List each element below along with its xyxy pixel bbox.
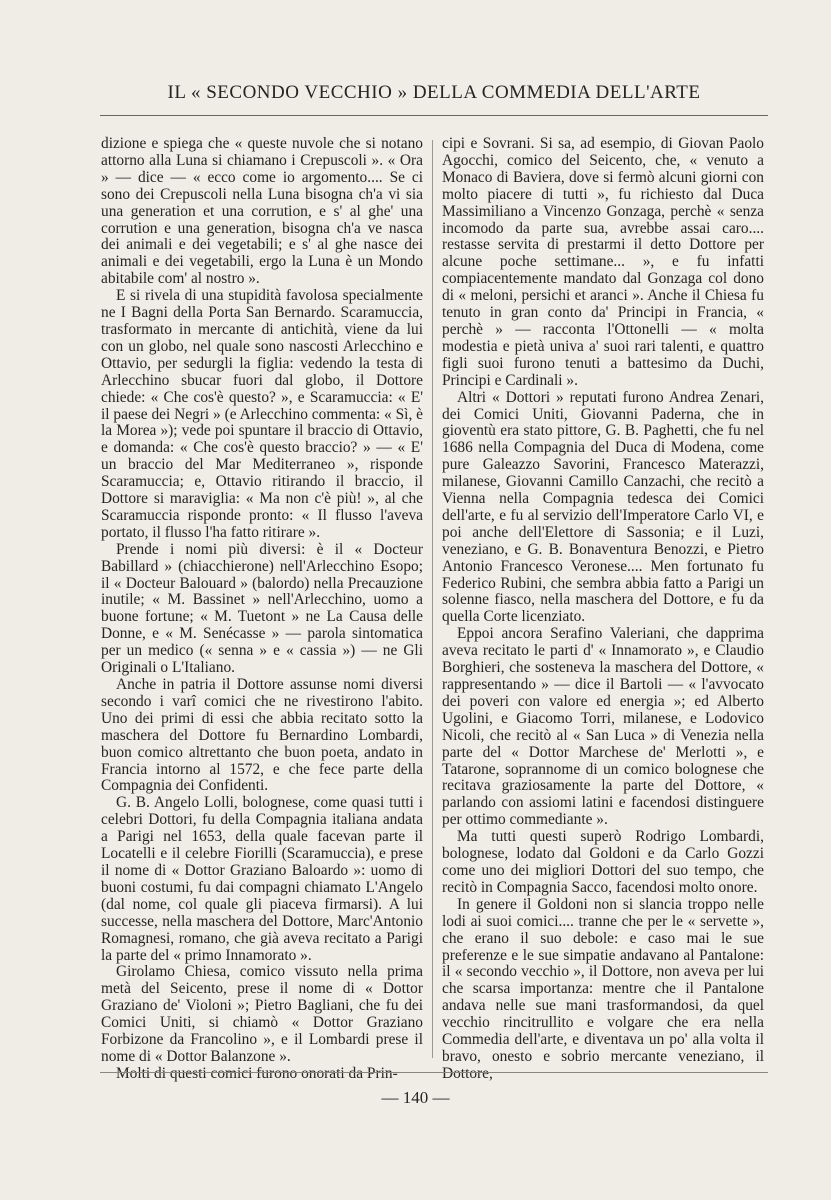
paragraph: Anche in patria il Dottore assunse nomi diversi secondo i varî comici che ne rivestirono l'abito. Uno dei primi di essi che abbia recitato sotto la maschera del Dottore fu Bernardino Lombardi, buon comico altrettanto che buon poeta, andato in Francia intorno al 1572, e che fece parte della Compagnia dei Confidenti.	[101, 676, 423, 795]
right-column	[442, 136, 764, 1083]
paragraph: Eppoi ancora Serafino Valeriani, che dapprima aveva recitato le parti d' « Innamorato », e Claudio Borghieri, che sosteneva la maschera del Dottore, « rappresentando » — dice il Bartoli — « l'avvocato dei poveri con valore ed energia »; ed Alberto Ugolini, e Giacomo Torri, milanese, e Lodovico Nicoli, che recitò al « San Luca » di Venezia nella parte del « Dottor Marchese de' Merlotti », e Tatarone, soprannome di un comico bolognese che recitava graziosamente la parte del Dottore, « parlando con assiomi latini e facendosi distinguere per ottimo commediante ».	[442, 625, 764, 829]
paragraph: E si rivela di una stupidità favolosa specialmente ne I Bagni della Porta San Bernardo. Scaramuccia, trasformato in mercante di antichità, viene da lui con un globo, nel quale sono nascosti Arlecchino e Ottavio, per sedurgli la figlia: vedendo la testa di Arlecchino sbucar fuori dal globo, il Dottore chiede: « Che cos'è questo? », e Scaramuccia: « E' il paese dei Negri » (e Arlecchino commenta: « Sì, è la Morea »); vede poi spuntare il braccio di Ottavio, e domanda: « Che cos'è questo braccio? » — « E' un braccio del Mar Mediterraneo », risponde Scaramuccia; e, Ottavio ritirando il braccio, il Dottore si maraviglia: « Ma non c'è più! », al che Scaramuccia risponde pronto: « Il flusso l'aveva portato, il flusso l'ha fatto ritirare ».	[101, 287, 423, 541]
column-divider	[432, 140, 433, 1058]
paragraph: G. B. Angelo Lolli, bolognese, come quasi tutti i celebri Dottori, fu della Compagnia italiana andata a Parigi nel 1653, della quale facevan parte il Locatelli e il celebre Fiorilli (Scaramuccia), e prese il nome di « Dottor Graziano Baloardo »: uomo di buoni costumi, fu dai compagni chiamato L'Angelo (dal nome, col quale gli piaceva firmarsi). A lui successe, nella maschera del Dottore, Marc'Antonio Romagnesi, romano, che già aveva recitato a Parigi la parte del « primo Innamorato ».	[101, 794, 423, 964]
left-column	[101, 136, 423, 1083]
paragraph: Girolamo Chiesa, comico vissuto nella prima metà del Seicento, prese il nome di « Dottor Graziano de' Violoni »; Pietro Bagliani, che fu dei Comici Uniti, si chiamò « Dottor Graziano Forbizone da Francolino », e il Lombardi prese il nome di « Dottor Balanzone ».	[101, 963, 423, 1065]
page-number: — 140 —	[381, 1088, 450, 1107]
running-header: IL « SECONDO VECCHIO » DELLA COMMEDIA DELL'ARTE	[167, 82, 701, 103]
footer-rule	[100, 1072, 768, 1073]
paragraph: Ma tutti questi superò Rodrigo Lombardi, bolognese, lodato dal Goldoni e da Carlo Gozzi come uno dei migliori Dottori del suo tempo, che recitò in Compagnia Sacco, facendosi molto onore.	[442, 828, 764, 896]
paragraph: cipi e Sovrani. Si sa, ad esempio, di Giovan Paolo Agocchi, comico del Seicento, che, « venuto a Monaco di Baviera, dove si fermò alcuni giorni con molto piacere di tutti », fu richiesto dal Duca Massimiliano a Vincenzo Gonzaga, perchè « senza incomodo da parte sua, avrebbe assai caro.... restasse servita di prestarmi il detto Dottore per alcune poche settimane... », e fu infatti compiacentemente mandato dal Gonzaga col dono di « meloni, persichi et aranci ». Anche il Chiesa fu tenuto in gran conto da' Principi in Francia, « perchè » — racconta l'Ottonelli — « molta modestia e pietà univa a' suoi rari talenti, e quattro figli suoi furono tenuti a battesimo da Duchi, Principi e Cardinali ».	[442, 135, 764, 389]
paragraph: Altri « Dottori » reputati furono Andrea Zenari, dei Comici Uniti, Giovanni Paderna, che in gioventù era stato pittore, G. B. Paghetti, che fu nel 1686 nella Compagnia del Duca di Modena, come pure Galeazzo Savorini, Francesco Materazzi, milanese, Giovanni Camillo Canzachi, che recitò a Vienna nella Compagnia tedesca dei Comici dell'arte, e fu al servizio dell'Imperatore Carlo VI, e poi anche dell'Elettore di Sassonia; e il Luzi, veneziano, e G. B. Bonaventura Benozzi, e Pietro Antonio Francesco Veronese.... Men fortunato fu Federico Rubini, che sembra abbia fatto a Parigi un solenne fiasco, nella maschera del Dottore, e fu da quella Corte licenziato.	[442, 388, 764, 626]
paragraph: In genere il Goldoni non si slancia troppo nelle lodi ai suoi comici.... tranne che per le « servette », che erano il suo debole: e caso mai le sue preferenze e le sue simpatie andavano al Pantalone: il « secondo vecchio », il Dottore, non aveva per lui che scarsa importanza: mentre che il Pantalone andava nelle sue mani trasformandosi, da quel vecchio rincitrullito e volgare che era nella Commedia dell'arte, e diventava un po' alla volta il bravo, onesto e sobrio mercante veneziano, il Dottore,	[442, 895, 764, 1082]
paragraph: Molti di questi comici furono onorati da Prin-	[116, 1064, 398, 1082]
paragraph: Prende i nomi più diversi: è il « Docteur Babillard » (chiacchierone) nell'Arlecchino Esopo; il « Docteur Balouard » (balordo) nella Precauzione inutile; « M. Bassinet » nell'Arlecchino, uomo a buone fortune; « M. Tuetont » ne La Causa delle Donne, e « M. Senécasse » — parola sintomatica per un medico (« senna » e « cassia ») — ne Gli Originali o L'Italiano.	[101, 540, 423, 677]
header-rule	[100, 115, 768, 116]
paragraph: dizione e spiega che « queste nuvole che si notano attorno alla Luna si chiamano i Crepuscoli ». « Ora » — dice — « ecco come io argomento.... Se ci sono dei Crepuscoli nella Luna bisogna ch'a vi sia una generation et una corrution, e s' al ghe' una corrution e una generation, bisogna ch'a ve nasca dei animali e dei vegetabili; e s' al ghe nasce dei animali e dei vegetabili, ergo la Luna è un Mondo abitabile com' al nostro ».	[101, 135, 423, 288]
